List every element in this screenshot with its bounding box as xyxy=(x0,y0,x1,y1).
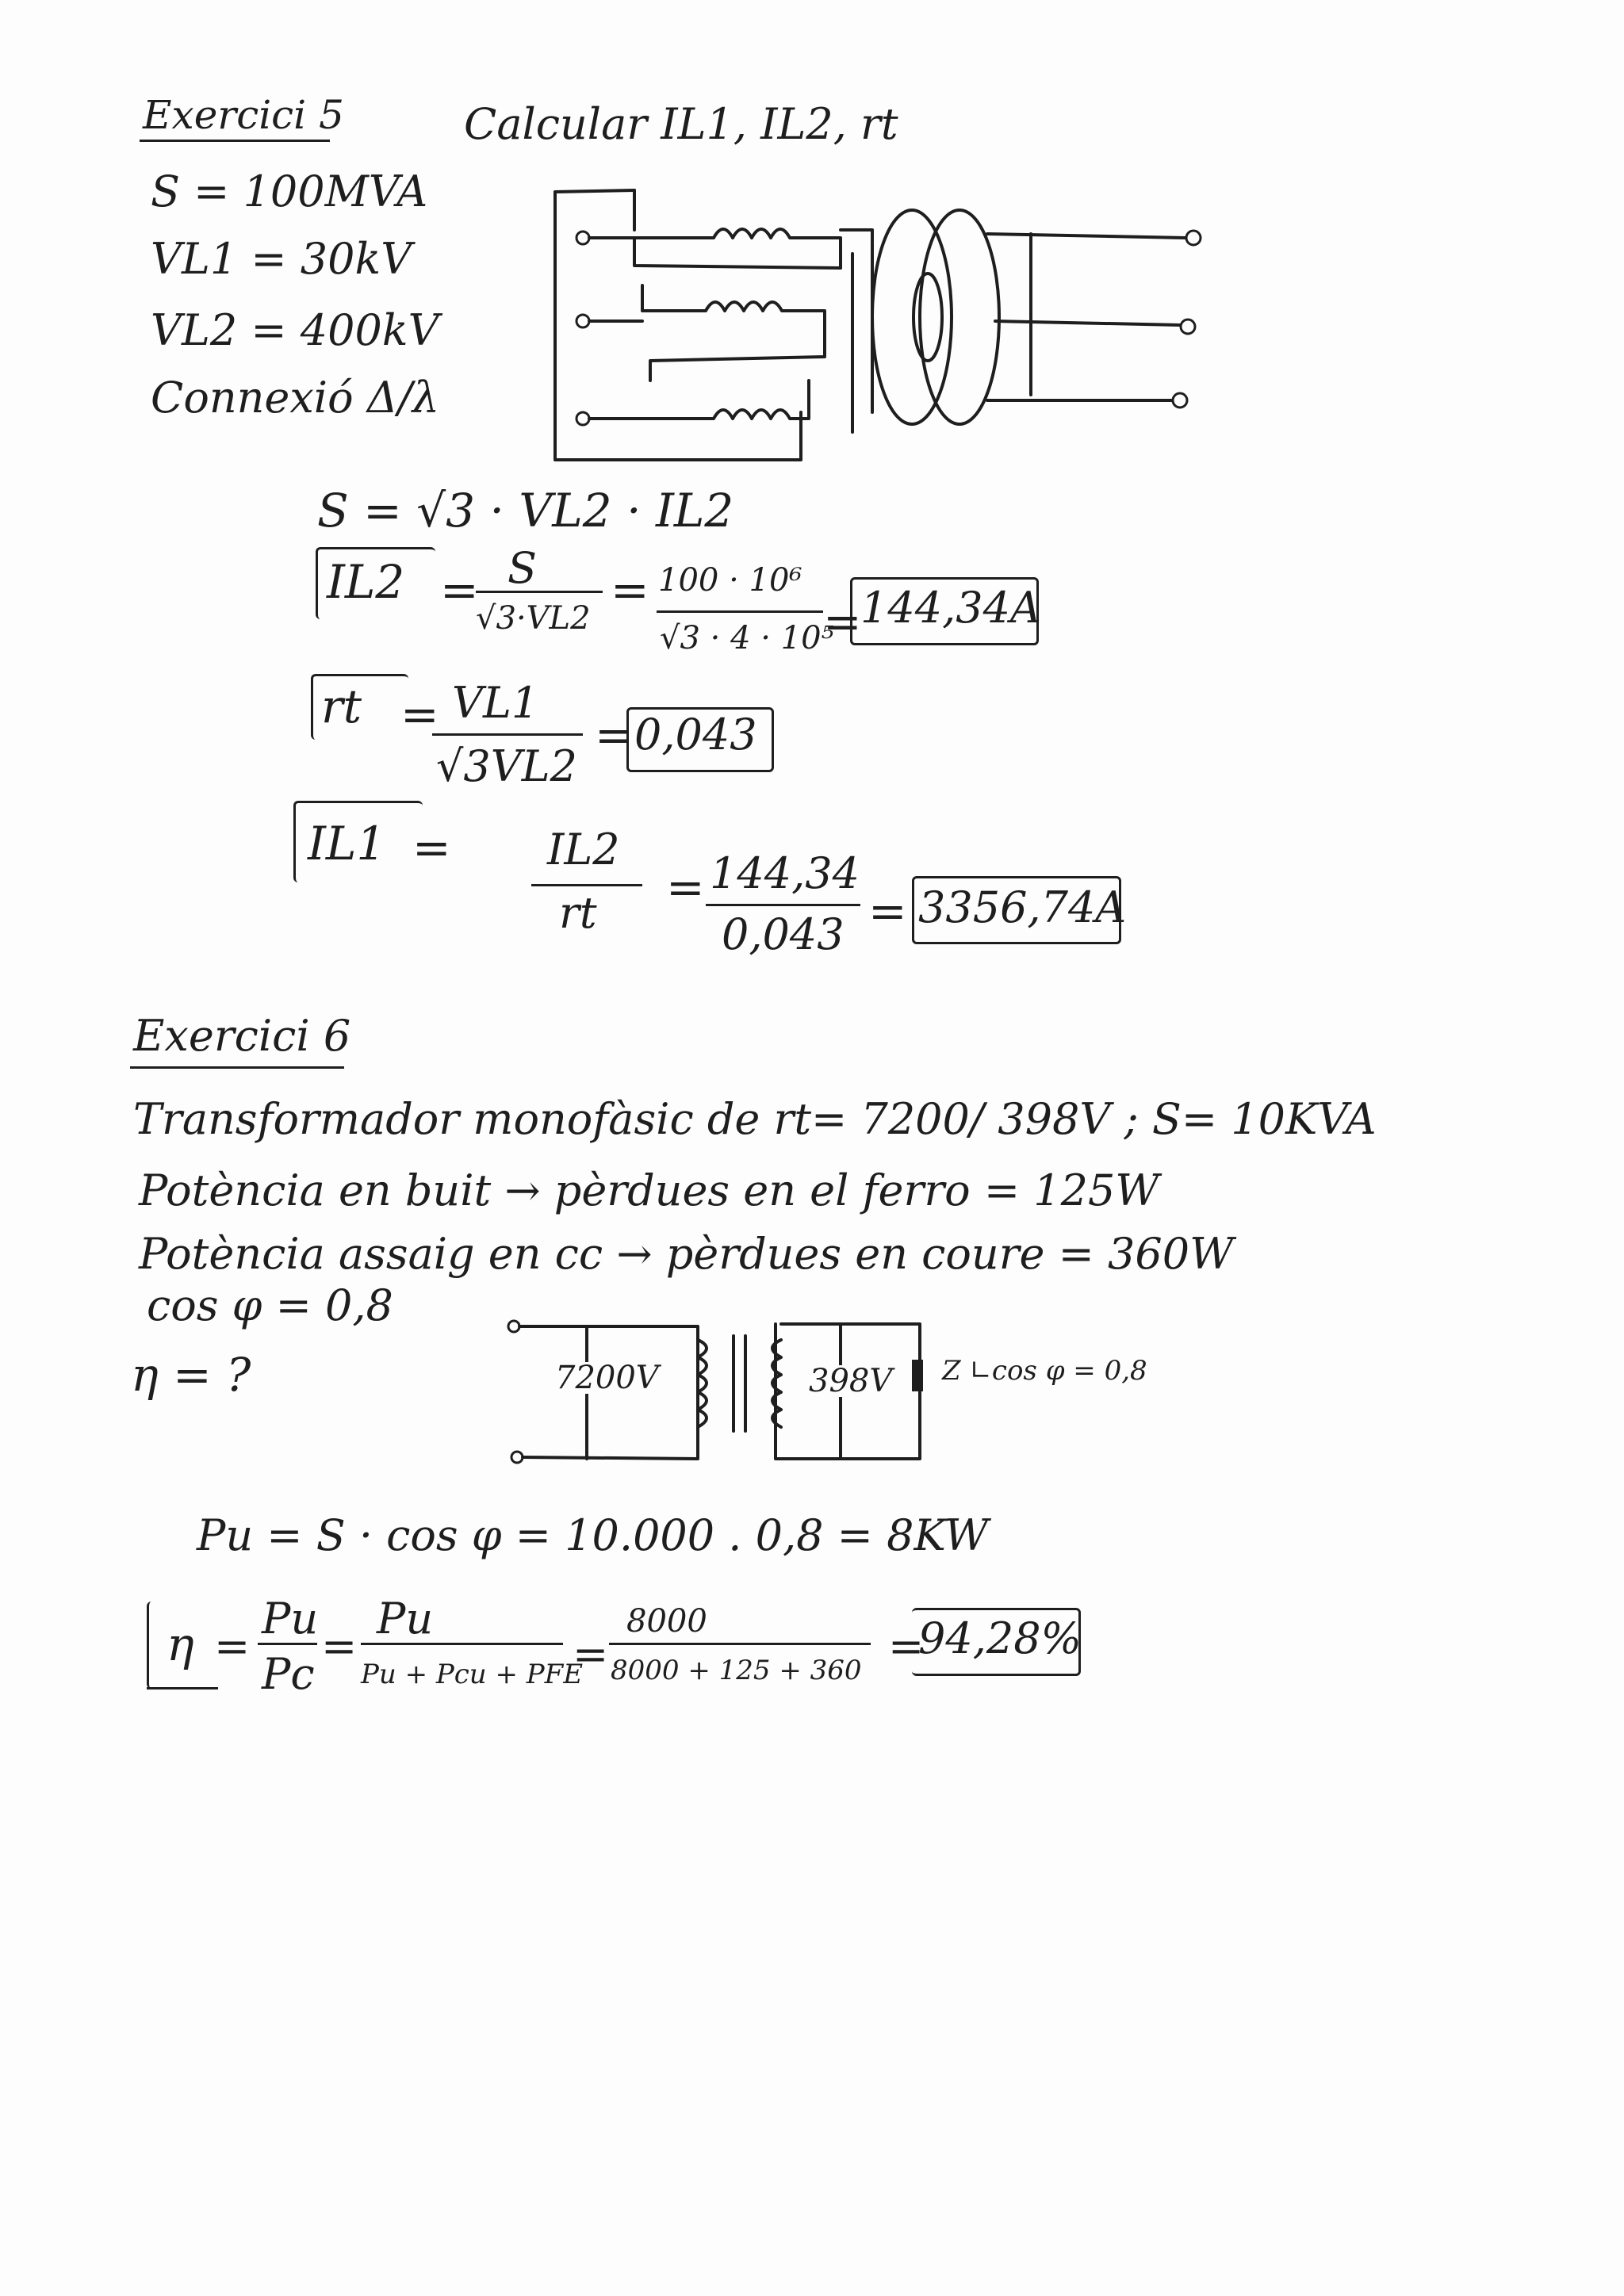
ex6-heading: Exercici 6 xyxy=(133,1011,351,1061)
ex5-task: Calcular IL1, IL2, rt xyxy=(464,99,898,149)
eta-frac-line3 xyxy=(609,1643,871,1645)
ex6-statement-4: cos φ = 0,8 xyxy=(147,1280,393,1330)
primary-voltage-label: 7200V xyxy=(555,1360,659,1396)
il1-lhs: IL1 xyxy=(308,817,386,871)
il1-eq: = xyxy=(412,821,451,874)
il2-den: √3·VL2 xyxy=(476,600,591,637)
eta-lhs: η xyxy=(167,1617,194,1671)
ex5-given-s: S = 100MVA xyxy=(151,166,428,216)
eta-frac-line2 xyxy=(361,1643,563,1645)
il2-num: S xyxy=(508,543,537,593)
eta-num: Pu xyxy=(262,1594,319,1644)
rt-eq: = xyxy=(400,687,439,741)
eta-num2: Pu xyxy=(377,1594,434,1644)
ex6-statement-1: Transformador monofàsic de rt= 7200/ 398V ; S= 10KVA xyxy=(133,1094,1377,1144)
il2-result: 144,34A xyxy=(860,583,1041,633)
ex5-s-formula: S = √3 · VL2 · IL2 xyxy=(317,484,734,538)
il2-den2: √3 · 4 · 10⁵ xyxy=(660,620,834,656)
eta-eq3: = xyxy=(573,1629,609,1679)
il1-result: 3356,74A xyxy=(918,882,1127,932)
il1-num2: 144,34 xyxy=(710,848,860,898)
il1-den2: 0,043 xyxy=(722,909,845,959)
eta-den3: 8000 + 125 + 360 xyxy=(611,1655,862,1686)
ex6-statement-5: η = ? xyxy=(131,1348,251,1402)
ex5-heading: Exercici 5 xyxy=(143,92,344,138)
eta-num3: 8000 xyxy=(626,1603,707,1640)
rt-eq2: = xyxy=(595,708,634,762)
ex5-given-vl2: VL2 = 400kV xyxy=(151,305,439,355)
il2-eq: = xyxy=(440,563,479,617)
il2-lhs: IL2 xyxy=(327,555,405,609)
il2-num2: 100 · 10⁶ xyxy=(658,562,802,599)
il2-eq2: = xyxy=(611,563,649,617)
rt-result: 0,043 xyxy=(634,710,757,760)
eta-den: Pc xyxy=(262,1649,315,1699)
il1-eq3: = xyxy=(868,884,907,938)
eta-eq: = xyxy=(214,1621,251,1671)
load-impedance-label: Z ∟cos φ = 0,8 xyxy=(942,1355,1147,1387)
ex5-given-vl1: VL1 = 30kV xyxy=(151,234,412,284)
il1-den: rt xyxy=(559,888,597,938)
il1-eq2: = xyxy=(666,860,705,914)
il1-num: IL2 xyxy=(547,825,620,874)
rt-num: VL1 xyxy=(452,678,539,728)
eta-den2: Pu + Pcu + PFE xyxy=(361,1659,584,1690)
pu-formula: Pu = S · cos φ = 10.000 . 0,8 = 8KW xyxy=(197,1510,989,1560)
rt-lhs: rt xyxy=(321,679,362,733)
ex6-statement-3: Potència assaig en cc → pèrdues en coure = 360W xyxy=(139,1229,1234,1279)
eta-frac-line xyxy=(258,1643,317,1645)
secondary-voltage-label: 398V xyxy=(809,1363,893,1399)
eta-box-underline xyxy=(147,1687,218,1689)
ex5-given-connexio: Connexió Δ/λ xyxy=(151,373,440,423)
eta-eq4: = xyxy=(888,1621,925,1671)
il2-eq3: = xyxy=(823,595,862,649)
rt-den: √3VL2 xyxy=(436,741,577,791)
ex6-statement-2: Potència en buit → pèrdues en el ferro = 125W xyxy=(139,1165,1159,1215)
eta-result: 94,28% xyxy=(918,1613,1082,1663)
eta-eq2: = xyxy=(321,1621,358,1671)
